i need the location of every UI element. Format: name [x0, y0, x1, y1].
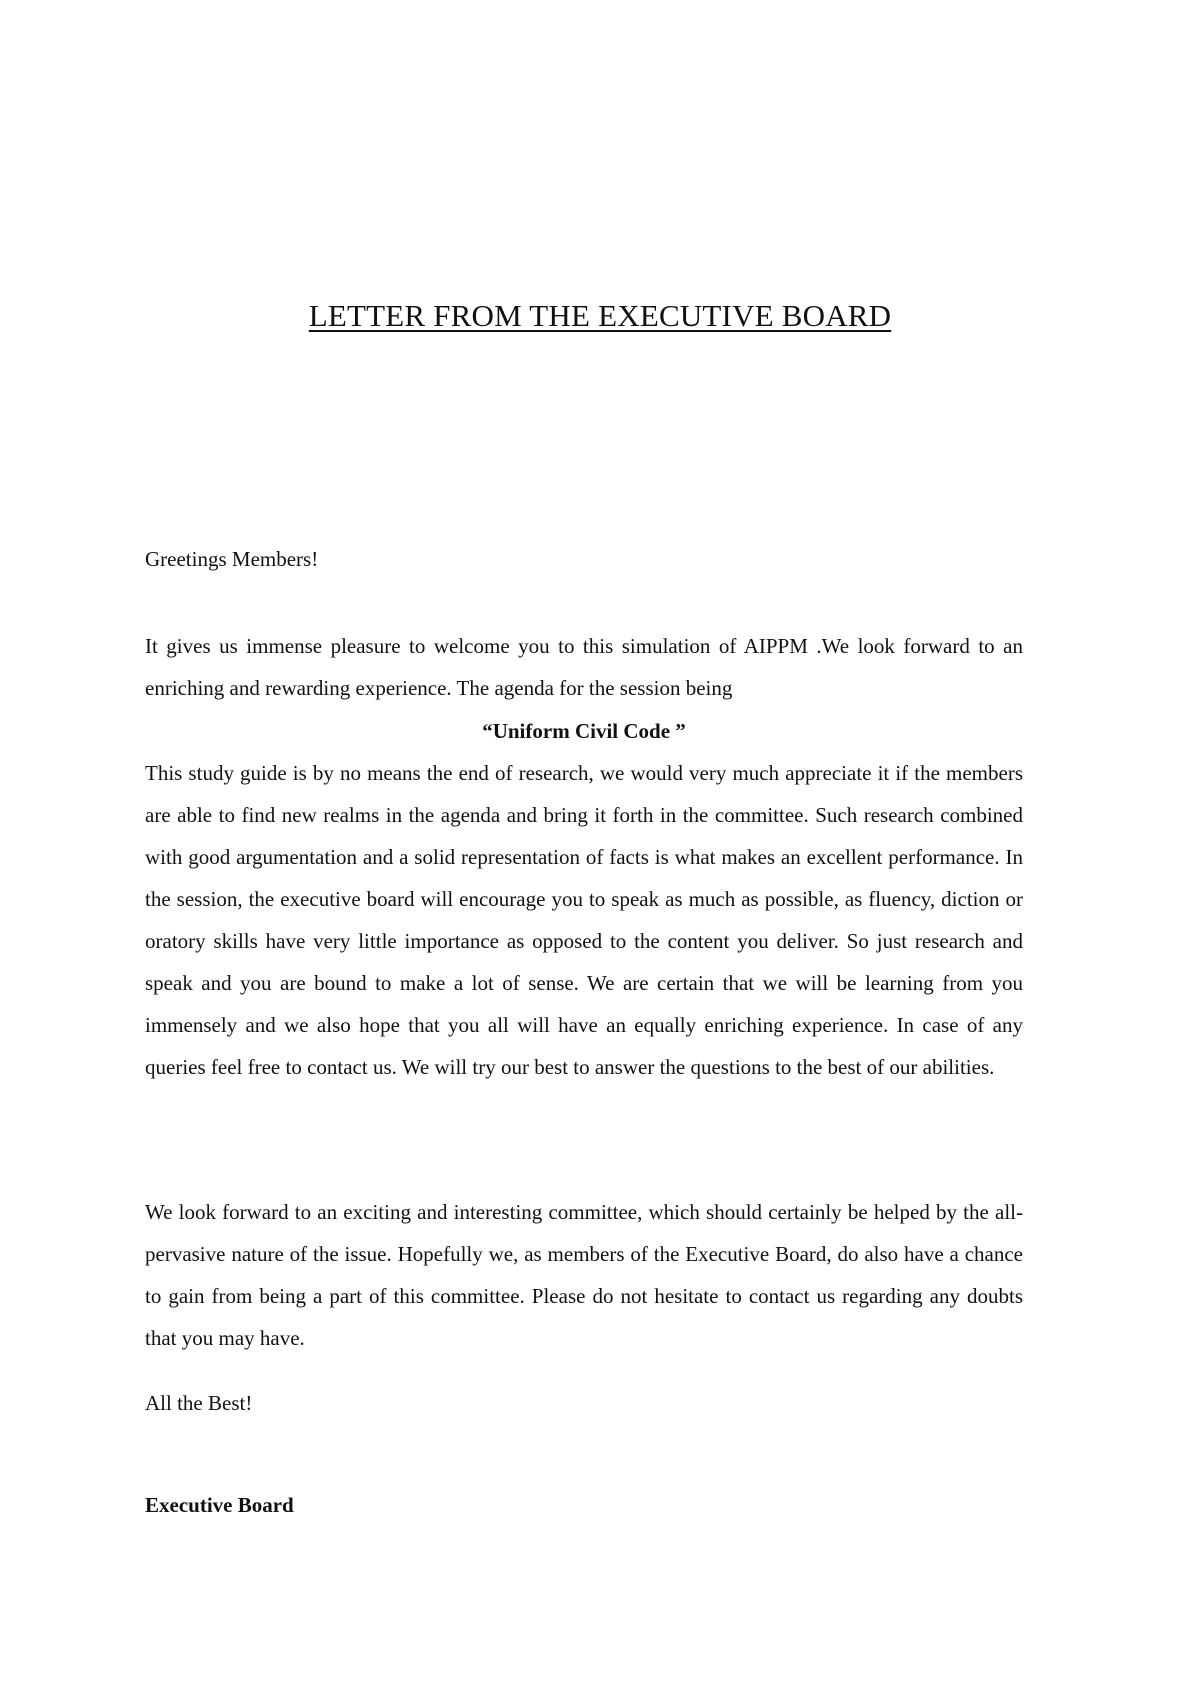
signature: Executive Board — [145, 1493, 294, 1517]
study-guide-paragraph: This study guide is by no means the end of research, we would very much appreciate it if the members are able to find new realms in the agenda and bring it forth in the committee. Such research combined with good argumentation and a solid representation of facts is what makes an excellent performance. In the session, the executive board will encourage you to speak as much as possible, as fluency, diction or oratory skills have very little importance as opposed to the content you deliver. So just research and speak and you are bound to make a lot of sense. We are certain that we will be learning from you immensely and we also hope that you all will have an equally enriching experience. In case of any queries feel free to contact us. We will try our best to answer the questions to the best of our abilities. — [145, 761, 1023, 1079]
agenda-title: “Uniform Civil Code ” — [482, 719, 686, 743]
intro-paragraph: It gives us immense pleasure to welcome you to this simulation of AIPPM .We look forward to an enriching and rewarding experience. The agenda for the session being — [145, 634, 1023, 700]
letter-title: LETTER FROM THE EXECUTIVE BOARD — [308, 298, 892, 333]
greeting: Greetings Members! — [145, 547, 319, 571]
committee-paragraph: We look forward to an exciting and interesting committee, which should certainly be helped by the all-pervasive nature of the issue. Hopefully we, as members of the Executive Board, do also have a chance to gain from being a part of this committee. Please do not hesitate to contact us regarding any doubts that you may have. — [145, 1200, 1023, 1350]
closing-line: All the Best! — [145, 1391, 253, 1415]
